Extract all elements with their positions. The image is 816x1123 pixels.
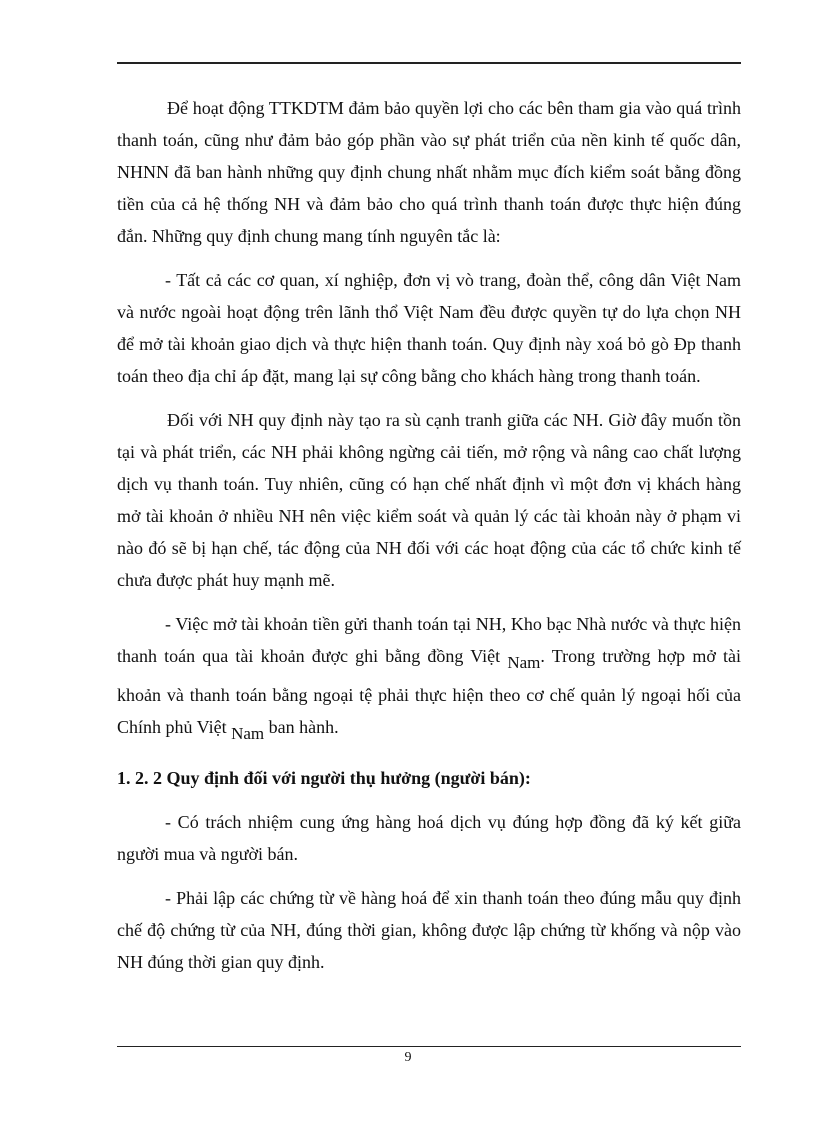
- section-heading: 1. 2. 2 Quy định đối với người thụ hưởng (người bán):: [117, 768, 531, 788]
- page-number: 9: [404, 1050, 412, 1065]
- paragraph-rule-1: - Tất cả các cơ quan, xí nghiệp, đơn vị vò trang, đoàn thể, công dân Việt Nam và nước ngoài hoạt động trên lãnh thổ Việt Nam đều được quyền tự do lựa chọn NH để mở tài khoản giao dịch và thực hiện thanh toán. Quy định này xoá bỏ gò Ðp thanh toán theo địa chỉ áp đặt, mang lại sự công bằng cho khách hàng trong thanh toán.: [117, 270, 741, 386]
- list-item: - Phải lập các chứng từ về hàng hoá để xin thanh toán theo đúng mẫu quy định chế độ chứng từ của NH, đúng thời gian, không được lập chứng từ khống và nộp vào NH đúng thời gian quy định.: [117, 888, 741, 972]
- list-item: - Có trách nhiệm cung ứng hàng hoá dịch vụ đúng hợp đồng đã ký kết giữa người mua và người bán.: [117, 812, 741, 864]
- paragraph-intro: Để hoạt động TTKDTM đảm bảo quyền lợi cho các bên tham gia vào quá trình thanh toán, cũng như đảm bảo góp phần vào sự phát triển của nền kinh tế quốc dân, NHNN đã ban hành những quy định chung nhất nhằm mục đích kiểm soát bằng đồng tiền của cả hệ thống NH và đảm bảo cho quá trình thanh toán được thực hiện đúng đắn. Những quy định chung mang tính nguyên tắc là:: [117, 98, 741, 246]
- paragraph-rule-2-part1: - Việc mở tài khoản tiền gửi thanh toán tại NH, Kho bạc Nhà nước và thực hiện thanh toán qua tài khoản được ghi bằng đồng Việt: [117, 614, 741, 666]
- paragraph-rule-2: [117, 608, 741, 750]
- paragraph-rule-2-part3: ban hành.: [264, 717, 339, 737]
- nam-subscript-1: Nam: [507, 653, 541, 672]
- paragraph-rule-2-part2: . Trong trường hợp mở tài khoản và thanh toán bằng ngoại tệ phải thực hiện theo cơ chế quản lý ngoại hối của Chính phủ Việt: [117, 646, 741, 737]
- paragraph-bank-impact: Đối với NH quy định này tạo ra sù cạnh tranh giữa các NH. Giờ đây muốn tồn tại và phát triển, các NH phải không ngừng cải tiến, mở rộng và nâng cao chất lượng dịch vụ thanh toán. Tuy nhiên, cũng có hạn chế nhất định vì một đơn vị khách hàng mở tài khoản ở nhiều NH nên việc kiểm soát và quản lý các tài khoản này ở phạm vi nào đó sẽ bị hạn chế, tác động của NH đối với các hoạt động của các tổ chức kinh tế chưa được phát huy mạnh mẽ.: [117, 410, 741, 590]
- document-body: [117, 92, 741, 990]
- header-rule: [117, 62, 741, 64]
- nam-subscript-2: Nam: [231, 724, 265, 743]
- footer-rule: [117, 1046, 741, 1047]
